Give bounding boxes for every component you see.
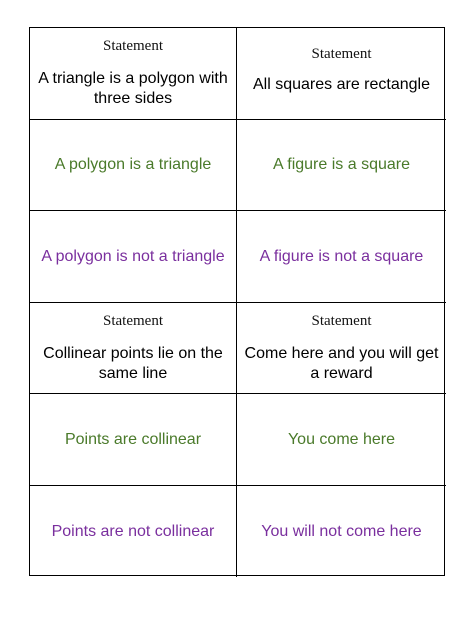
converse-text: A figure is a square	[273, 156, 410, 173]
statement-text: All squares are rectangle	[253, 76, 430, 93]
statement-text: A triangle is a polygon with three sides	[38, 70, 228, 107]
statement-card-reward	[237, 303, 446, 394]
statement-card-squares	[237, 28, 446, 120]
converse-text: Points are collinear	[64, 430, 202, 448]
inverse-card-square	[237, 211, 446, 303]
statement-label: Statement	[311, 46, 372, 62]
converse-text: A polygon is a triangle	[54, 156, 212, 173]
statement-text: Collinear points lie on the same line	[43, 345, 223, 382]
statement-label: Statement	[311, 313, 372, 329]
inverse-text: You will not come here	[261, 522, 422, 540]
converse-card-come-here	[237, 394, 446, 486]
inverse-card-collinear	[30, 486, 237, 577]
inverse-card-come-here	[237, 486, 446, 577]
converse-card-square	[237, 120, 446, 211]
inverse-text: A figure is not a square	[259, 247, 424, 265]
statement-label: Statement	[103, 38, 163, 54]
inverse-card-triangle	[30, 211, 237, 303]
inverse-text: A polygon is not a triangle	[41, 247, 225, 265]
card-grid	[29, 27, 445, 576]
statement-card-triangle	[30, 28, 237, 120]
inverse-text: Points are not collinear	[51, 522, 215, 540]
converse-card-collinear	[30, 394, 237, 486]
converse-card-triangle	[30, 120, 237, 211]
statement-label: Statement	[103, 313, 163, 329]
statement-card-collinear	[30, 303, 237, 394]
converse-text: You come here	[287, 430, 396, 448]
statement-text: Come here and you will get a reward	[244, 345, 439, 382]
